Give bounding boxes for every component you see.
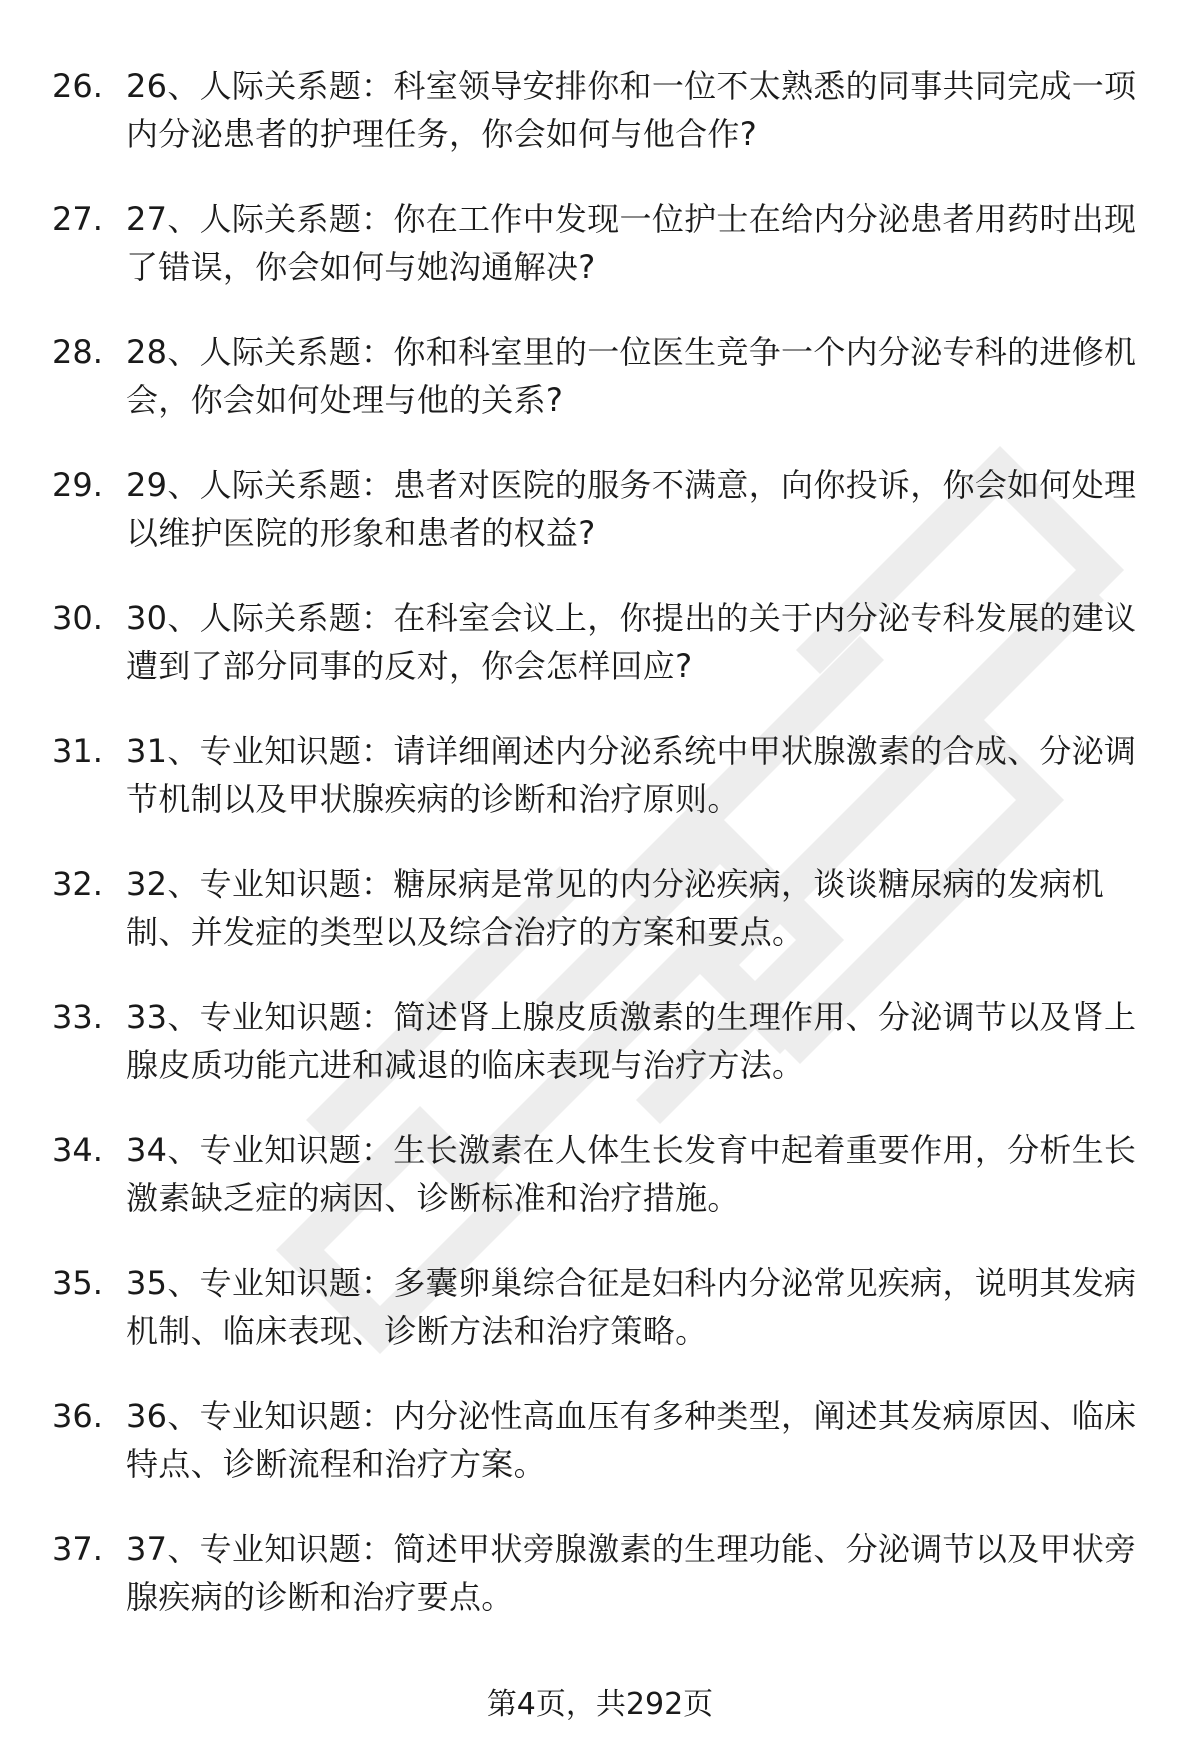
question-number: 36.	[52, 1397, 103, 1435]
list-item	[0, 1525, 1200, 1658]
question-text: 36、专业知识题：内分泌性高血压有多种类型，阐述其发病原因、临床特点、诊断流程和治疗方案。	[126, 1397, 1137, 1483]
list-item	[0, 195, 1200, 328]
list-item	[0, 993, 1200, 1126]
question-number: 31.	[52, 732, 103, 770]
question-number: 27.	[52, 200, 103, 238]
list-item	[0, 860, 1200, 993]
question-number: 33.	[52, 998, 103, 1036]
question-text: 27、人际关系题：你在工作中发现一位护士在给内分泌患者用药时出现了错误，你会如何与她沟通解决?	[126, 200, 1137, 286]
question-text: 28、人际关系题：你和科室里的一位医生竞争一个内分泌专科的进修机会，你会如何处理与他的关系?	[126, 333, 1137, 419]
question-text: 31、专业知识题：请详细阐述内分泌系统中甲状腺激素的合成、分泌调节机制以及甲状腺疾病的诊断和治疗原则。	[126, 732, 1137, 818]
question-number: 29.	[52, 466, 103, 504]
question-number: 32.	[52, 865, 103, 903]
question-text: 29、人际关系题：患者对医院的服务不满意，向你投诉，你会如何处理以维护医院的形象和患者的权益?	[126, 466, 1137, 552]
question-number: 28.	[52, 333, 103, 371]
list-item	[0, 62, 1200, 195]
list-item	[0, 328, 1200, 461]
list-item	[0, 1259, 1200, 1392]
page-number-label: 第4页，共292页	[486, 1687, 714, 1722]
question-text: 35、专业知识题：多囊卵巢综合征是妇科内分泌常见疾病，说明其发病机制、临床表现、诊断方法和治疗策略。	[126, 1264, 1137, 1350]
question-text: 37、专业知识题：简述甲状旁腺激素的生理功能、分泌调节以及甲状旁腺疾病的诊断和治疗要点。	[126, 1530, 1137, 1616]
question-number: 35.	[52, 1264, 103, 1302]
question-text: 26、人际关系题：科室领导安排你和一位不太熟悉的同事共同完成一项内分泌患者的护理任务，你会如何与他合作?	[126, 67, 1137, 153]
question-number: 30.	[52, 599, 103, 637]
question-number: 26.	[52, 67, 103, 105]
list-item	[0, 727, 1200, 860]
question-text: 33、专业知识题：简述肾上腺皮质激素的生理作用、分泌调节以及肾上腺皮质功能亢进和减退的临床表现与治疗方法。	[126, 998, 1137, 1084]
list-item	[0, 1392, 1200, 1525]
question-text: 30、人际关系题：在科室会议上，你提出的关于内分泌专科发展的建议遭到了部分同事的反对，你会怎样回应?	[126, 599, 1137, 685]
question-number: 37.	[52, 1530, 103, 1568]
question-number: 34.	[52, 1131, 103, 1169]
question-text: 34、专业知识题：生长激素在人体生长发育中起着重要作用，分析生长激素缺乏症的病因、诊断标准和治疗措施。	[126, 1131, 1137, 1217]
list-item	[0, 594, 1200, 727]
question-text: 32、专业知识题：糖尿病是常见的内分泌疾病，谈谈糖尿病的发病机制、并发症的类型以及综合治疗的方案和要点。	[126, 865, 1105, 951]
list-item	[0, 1126, 1200, 1259]
question-list	[0, 62, 1200, 1658]
page-footer	[0, 1685, 1200, 1725]
list-item	[0, 461, 1200, 594]
